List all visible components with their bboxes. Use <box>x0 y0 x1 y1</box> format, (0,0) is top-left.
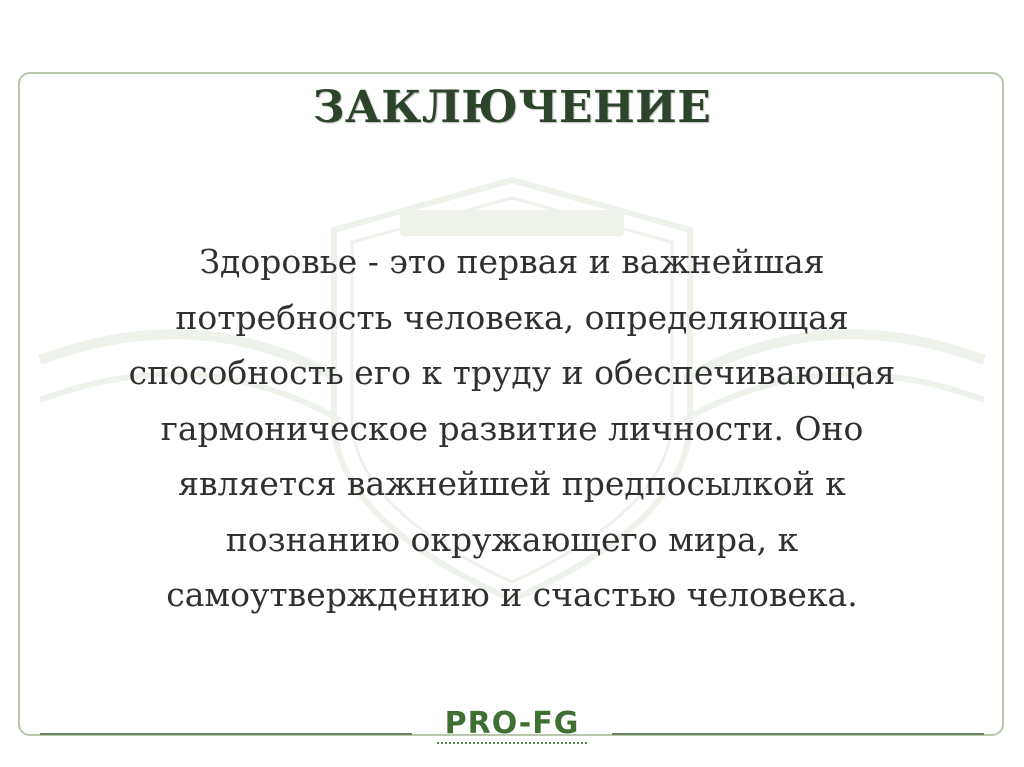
body-line: познанию окружающего мира, к <box>225 519 799 559</box>
pro-fg-logo-icon <box>412 706 612 748</box>
footer-divider-right <box>612 733 984 735</box>
body-line: способность его к труду и обеспечивающая <box>128 353 896 392</box>
body-line: является важнейшей предпосылкой к <box>178 464 846 503</box>
body-line: самоутверждению и счастью человека. <box>166 575 858 614</box>
slide-title: ЗАКЛЮЧЕНИЕ <box>312 82 712 133</box>
slide-body-text <box>0 234 1024 623</box>
body-line: Здоровье - это первая и важнейшая <box>199 242 825 281</box>
logo-text: PRO-FG <box>444 706 580 741</box>
footer-divider-left <box>40 733 412 735</box>
body-line: потребность человека, определяющая <box>175 297 849 337</box>
body-line: гармоническое развитие личности. Оно <box>160 408 864 448</box>
slide-footer <box>0 706 1024 756</box>
logo-underline <box>437 742 587 748</box>
